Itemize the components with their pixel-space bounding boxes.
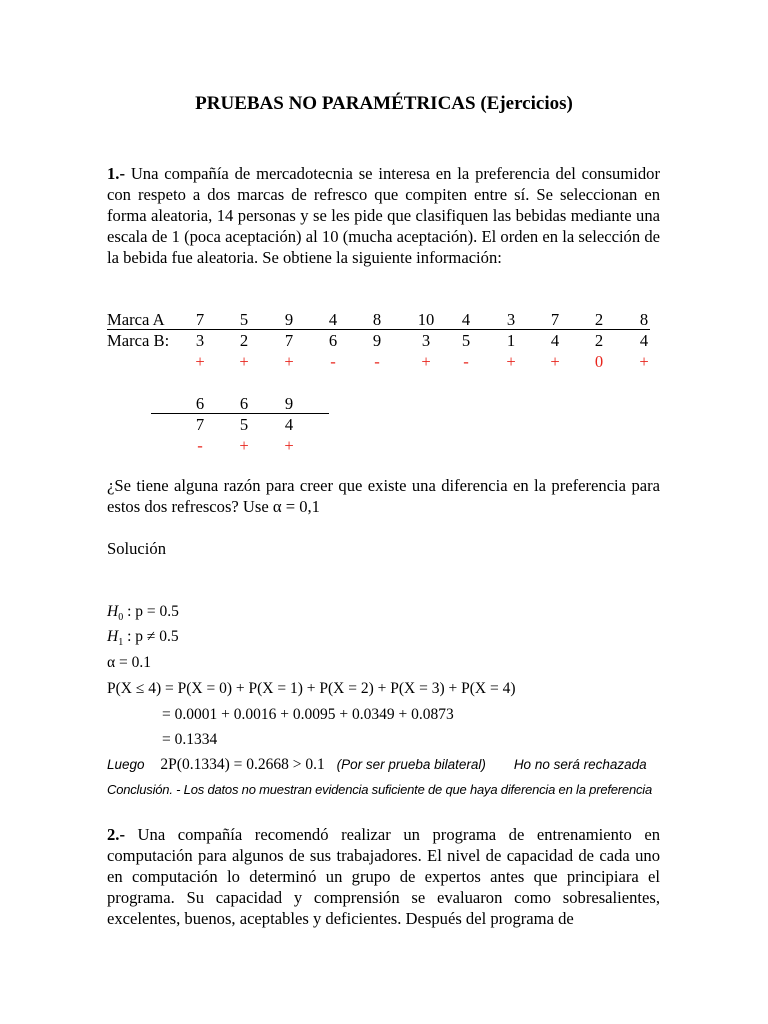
value-cell: 7 <box>550 310 560 329</box>
value-cell: 4 <box>284 415 294 434</box>
value-cell: 9 <box>284 310 294 329</box>
value-cell: 7 <box>284 331 294 350</box>
value-cell: 3 <box>195 331 205 350</box>
label-marca-b: Marca B: <box>107 331 170 350</box>
sign-cell: + <box>195 352 205 371</box>
luego-label: Luego <box>107 757 145 772</box>
row-signs-2 <box>107 435 667 456</box>
luego-expression: 2P(0.1334) = 0.2668 > 0.1 <box>160 756 325 773</box>
sign-cell: + <box>639 352 649 371</box>
sign-cell: 0 <box>594 352 604 371</box>
luego-note: (Por ser prueba bilateral) <box>336 757 486 772</box>
value-cell: 8 <box>372 310 382 329</box>
value-cell: 6 <box>328 331 338 350</box>
row-marca-b-2 <box>107 414 667 435</box>
exercise-2-number: 2.- <box>107 825 125 844</box>
exercise-2-body: Una compañía recomendó realizar un programa de entrenamiento en computación para algunos de sus trabajadores. El nivel de capacidad de cada uno en computación lo determinó un grupo de expertos antes que principiara el programa. Su capacidad y comprensión se evaluaron como sobresalientes, excelentes, buenos, aceptables y deficientes. Después del programa de <box>107 825 660 928</box>
hypothesis-h1: $H_1$ : p ≠ 0.5 <box>107 628 179 649</box>
value-cell: 4 <box>639 331 649 350</box>
sign-cell: + <box>421 352 431 371</box>
value-cell: 4 <box>461 310 471 329</box>
luego-line <box>107 756 647 774</box>
value-cell: 1 <box>506 331 516 350</box>
solution-heading: Solución <box>107 539 167 558</box>
row-marca-a-2 <box>107 393 667 414</box>
sign-cell: + <box>239 436 249 455</box>
value-cell: 4 <box>328 310 338 329</box>
exercise-1-body: Una compañía de mercadotecnia se interesa en la preferencia del consumidor con respeto a dos marcas de refresco que compiten entre sí. Se seleccionan en forma aleatoria, 14 personas y se les pide que clasifiquen las bebidas mediante una escala de 1 (poca aceptación) al 10 (mucha aceptación). El orden en la selección de la bebida fue aleatoria. Se obtiene la siguiente información: <box>107 164 660 267</box>
exercise-2-text <box>107 824 660 929</box>
sign-cell: + <box>284 352 294 371</box>
value-cell: 6 <box>239 394 249 413</box>
probability-sum: = 0.0001 + 0.0016 + 0.0095 + 0.0349 + 0.0873 <box>162 706 454 723</box>
ranking-table <box>107 309 667 459</box>
value-cell: 2 <box>594 331 604 350</box>
page-title: PRUEBAS NO PARAMÉTRICAS (Ejercicios) <box>195 93 573 114</box>
sign-cell: - <box>374 352 380 371</box>
value-cell: 3 <box>421 331 431 350</box>
label-marca-a: Marca A <box>107 310 165 329</box>
row-signs <box>107 351 667 372</box>
value-cell: 9 <box>284 394 294 413</box>
value-cell: 4 <box>550 331 560 350</box>
exercise-1-text <box>107 163 660 268</box>
value-cell: 5 <box>239 310 249 329</box>
value-cell: 6 <box>195 394 205 413</box>
value-cell: 7 <box>195 310 205 329</box>
value-cell: 5 <box>239 415 249 434</box>
sign-cell: - <box>330 352 336 371</box>
conclusion-line: Conclusión. - Los datos no muestran evidencia suficiente de que haya diferencia en la preferencia <box>107 782 653 797</box>
value-cell: 10 <box>417 310 435 329</box>
alpha-value: α = 0.1 <box>107 654 151 671</box>
value-cell: 9 <box>372 331 382 350</box>
value-cell: 2 <box>239 331 249 350</box>
value-cell: 3 <box>506 310 516 329</box>
row-marca-a <box>107 309 667 330</box>
hypothesis-h0: $H_0$ : p = 0.5 <box>107 603 179 624</box>
sign-cell: + <box>506 352 516 371</box>
probability-result: = 0.1334 <box>162 731 218 748</box>
exercise-1-number: 1.- <box>107 164 125 183</box>
value-cell: 7 <box>195 415 205 434</box>
value-cell: 2 <box>594 310 604 329</box>
value-cell: 8 <box>639 310 649 329</box>
value-cell: 5 <box>461 331 471 350</box>
sign-cell: + <box>550 352 560 371</box>
exercise-1-question: ¿Se tiene alguna razón para creer que existe una diferencia en la preferencia para estos dos refrescos? Use α = 0,1 <box>107 476 660 516</box>
probability-expression: P(X ≤ 4) = P(X = 0) + P(X = 1) + P(X = 2) + P(X = 3) + P(X = 4) <box>107 680 516 697</box>
sign-cell: - <box>463 352 469 371</box>
sign-cell: + <box>239 352 249 371</box>
sign-cell: + <box>284 436 294 455</box>
sign-cell: - <box>197 436 203 455</box>
row-marca-b <box>107 330 667 351</box>
luego-conclusion: Ho no será rechazada <box>513 757 647 772</box>
